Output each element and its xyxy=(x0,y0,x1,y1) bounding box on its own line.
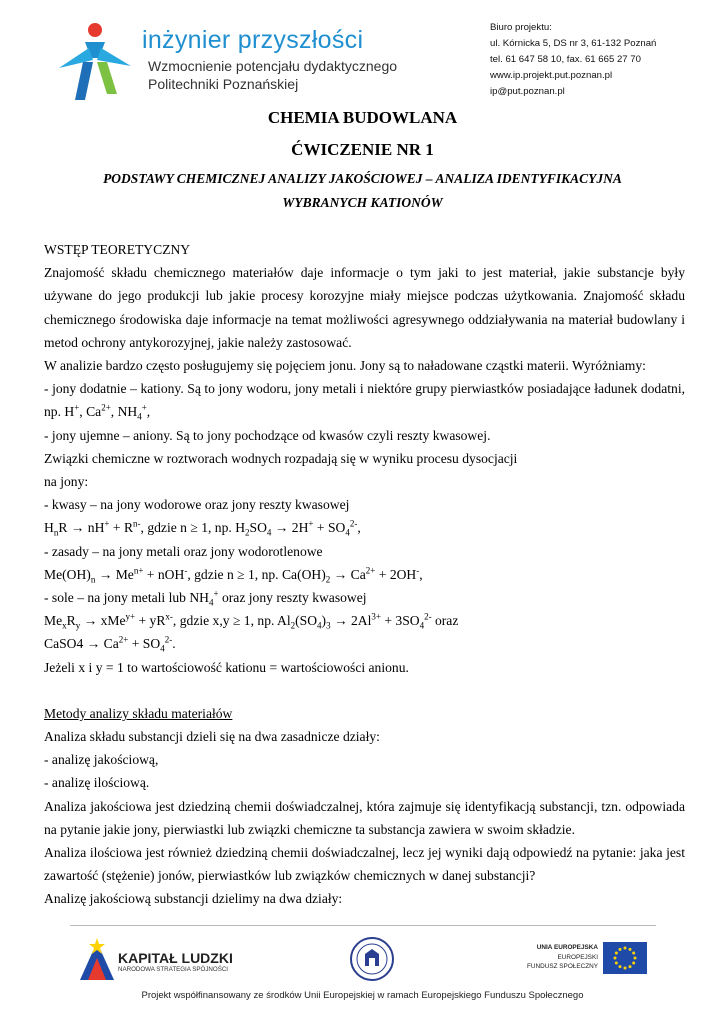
logo-title: inżynier przyszłości xyxy=(142,26,364,54)
inzynier-przyszlosci-logo-icon xyxy=(55,22,135,104)
spacer xyxy=(44,679,685,702)
eu-star-icon xyxy=(615,962,618,965)
kapital-ludzki-name: KAPITAŁ LUDZKI xyxy=(118,950,233,966)
eu-star-icon xyxy=(619,965,622,968)
paragraph: Związki chemiczne w roztworach wodnych rozpadają się w wyniku procesu dysocjacji xyxy=(44,450,518,466)
paragraph: - jony dodatnie – kationy. Są to jony wodoru, jony metali i niektóre grupy pierwiastków posiadające ładunek dodatni, np. H+, $Ca^{2+}$, $NH_4^+$, xyxy=(44,381,685,423)
paragraph: Analiza jakościowa jest dziedziną chemii doświadczalnej, która zajmuje się identyfikacją substancji, tzn. odpowiada na pytanie jakie jony, pierwiastki lub związki chemiczne ta substancja zawiera w swoim składzie. xyxy=(44,798,685,837)
salt-equation: $Me_xR_y \to xMe^{y+} + yR^{x-}$, gdzie x,y ≥ 1, np. $Al_2(SO_4)_3 \to 2Al^{3+} + 3SO_4^{2-}$ oraz xyxy=(44,611,459,631)
equation-condition: gdzie n ≥ 1, np. xyxy=(194,566,279,582)
office-phone: tel. 61 647 58 10, fax. 61 665 27 70 xyxy=(490,54,641,65)
acid-equation: $H_nR \to nH^+ + R^{n-}$, gdzie n ≥ 1, np. $H_2SO_4 \to 2H^+ + SO_4^{2-}$, xyxy=(44,518,361,539)
equation-condition: gdzie x,y ≥ 1, np. xyxy=(179,613,275,629)
base-equation: $Me(OH)_n \to Me^{n+} + nOH^-$, gdzie n ≥ 1, np. $Ca(OH)_2 \to Ca^{2+} + 2OH^-$, xyxy=(44,565,423,585)
eu-star-icon xyxy=(632,962,635,965)
paragraph: Analiza składu substancji dzieli się na dwa zasadnicze działy: xyxy=(44,729,380,745)
footer-divider xyxy=(70,925,656,926)
university-seal-icon xyxy=(349,936,395,982)
section-heading-methods: Metody analizy składu materiałów xyxy=(44,705,233,721)
section-heading: WSTĘP TEORETYCZNY xyxy=(44,242,191,257)
cofinancing-note: Projekt współfinansowany ze środków Unii Europejskiej w ramach Europejskiego Funduszu Społecznego xyxy=(141,990,584,1001)
eu-fund-line1: EUROPEJSKI xyxy=(557,954,598,961)
eu-label: UNIA EUROPEJSKA xyxy=(536,944,598,951)
salts-text-end: oraz jony reszty kwasowej xyxy=(221,590,367,606)
eu-star-icon xyxy=(629,948,632,951)
cations-text: - jony dodatnie – kationy. Są to jony wodoru, jony metali i niektóre grupy pierwiastków posiadające ładunek dodatni, np. xyxy=(44,381,685,420)
office-contact xyxy=(490,20,656,100)
eu-star-icon xyxy=(629,965,632,968)
eu-star-icon xyxy=(614,957,617,960)
eu-star-icon xyxy=(634,957,637,960)
paragraph: na jony: xyxy=(44,474,89,490)
conjunction: oraz xyxy=(434,613,459,629)
exercise-subtitle-line1: PODSTAWY CHEMICZNEJ ANALIZY JAKOŚCIOWEJ – ANALIZA IDENTYFIKACYJNA xyxy=(103,171,622,186)
salts-text: - sole – na jony metali lub xyxy=(44,590,186,606)
document-body xyxy=(44,238,685,911)
exercise-subtitle-line2: WYBRANYCH KATIONÓW xyxy=(282,195,443,210)
eu-star-icon xyxy=(632,952,635,955)
office-address: ul. Kórnicka 5, DS nr 3, 61-132 Poznań xyxy=(490,38,657,49)
paragraph: - jony ujemne – aniony. Są to jony pochodzące od kwasów czyli reszty kwasowej. xyxy=(44,427,491,443)
kapital-ludzki-subtitle: NARODOWA STRATEGIA SPÓJNOŚCI xyxy=(118,966,229,973)
paragraph: Znajomość składu chemicznego materiałów daje informacje o tym jaki to jest materiał, jakie substancje były używane do jego produkcji lub jakie procesy korozyjne miały miejsce podczas użytkowania. Znajomość składu chemicznego środowiska daje informacje na temat możliwości agresywnego oddziaływania na materiał budowlany i metod ochrony antykorozyjnej, jakie należy zastosować. xyxy=(44,265,685,350)
paragraph: Analizę jakościową substancji dzielimy na dwa działy: xyxy=(44,891,343,907)
paragraph: Analiza ilościowa jest również dziedziną chemii doświadczalnej, lecz jej wyniki dają odpowiedź na pytanie: jaka jest zawartość (stężenie) jonów, pierwiastków lub związków chemicznych w danej substancji? xyxy=(44,845,685,884)
list-item: - analizę jakościową, xyxy=(44,752,159,768)
logo-subtitle-line1: Wzmocnienie potencjału dydaktycznego xyxy=(148,58,398,74)
eu-star-icon xyxy=(615,952,618,955)
course-title: CHEMIA BUDOWLANA xyxy=(267,108,458,127)
salt-equation-2: CaSO4 → $Ca^{2+} + SO_4^{2-}$. xyxy=(44,634,176,655)
paragraph: - zasady – na jony metali oraz jony wodorotlenowe xyxy=(44,543,323,559)
paragraph: - kwasy – na jony wodorowe oraz jony reszty kwasowej xyxy=(44,497,350,513)
office-website: www.ip.projekt.put.poznan.pl xyxy=(490,70,613,81)
paragraph: - sole – na jony metali lub $NH_4^+$ oraz jony reszty kwasowej xyxy=(44,588,367,608)
eu-flag-icon xyxy=(603,942,647,974)
exercise-title: ĆWICZENIE NR 1 xyxy=(291,140,434,159)
eu-star-icon xyxy=(624,947,627,950)
paragraph: Jeżeli x i y = 1 to wartościowość kationu = wartościowości anionu. xyxy=(44,659,409,675)
office-email: ip@put.poznan.pl xyxy=(490,86,565,97)
list-item: - analizę ilościową. xyxy=(44,775,150,791)
paragraph: W analizie bardzo często posługujemy się pojęciem jonu. Jony są to naładowane cząstki materii. Wyróżniamy: xyxy=(44,358,646,374)
eu-star-icon xyxy=(624,967,627,970)
logo-subtitle-line2: Politechniki Poznańskiej xyxy=(148,76,299,92)
eu-star-icon xyxy=(619,948,622,951)
eu-fund-line2: FUNDUSZ SPOŁECZNY xyxy=(526,963,598,970)
kapital-ludzki-logo-icon xyxy=(78,936,116,982)
equation-condition: gdzie n ≥ 1, np. xyxy=(147,520,232,536)
office-label: Biuro projektu: xyxy=(490,22,552,33)
